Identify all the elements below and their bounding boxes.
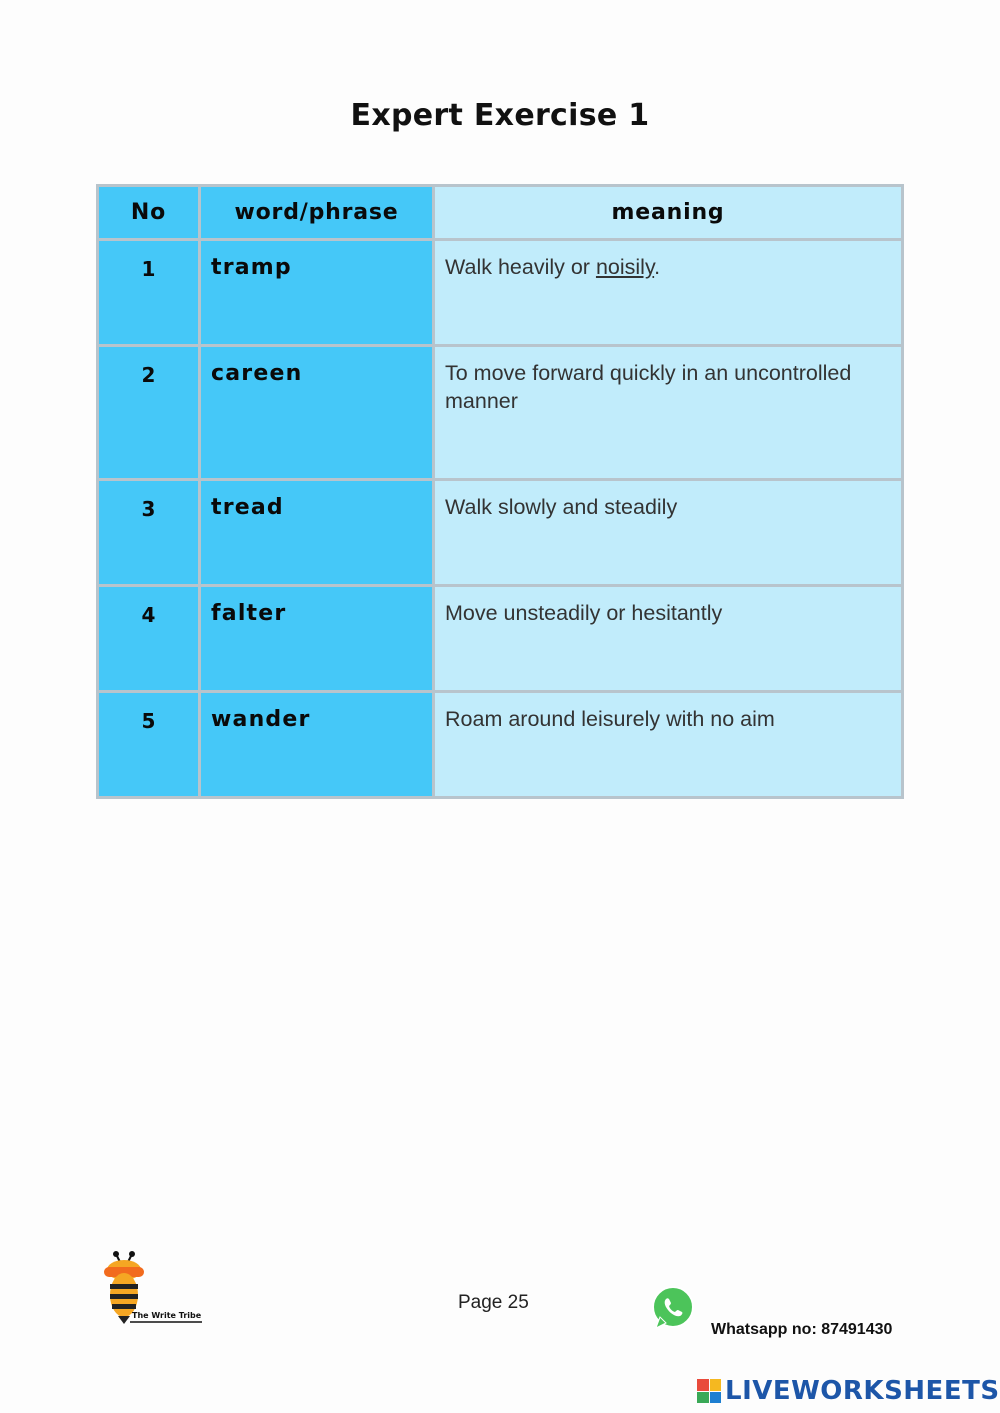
- table-row: [98, 346, 903, 480]
- row-word: wander: [200, 692, 434, 798]
- table-row: [98, 240, 903, 346]
- row-meaning: Move unsteadily or hesitantly: [434, 586, 903, 692]
- page-number: Page 25: [458, 1292, 529, 1313]
- row-meaning: Roam around leisurely with no aim: [434, 692, 903, 798]
- liveworksheets-watermark: [697, 1376, 1000, 1406]
- logo-caption: The Write Tribe: [132, 1311, 202, 1320]
- whatsapp-number: Whatsapp no: 87491430: [711, 1321, 893, 1338]
- row-word: tread: [200, 480, 434, 586]
- liveworksheets-logo-icon: [697, 1379, 721, 1403]
- column-header-no: No: [98, 186, 200, 240]
- row-meaning: To move forward quickly in an uncontrolled manner: [434, 346, 903, 480]
- meaning-text: Walk heavily or: [445, 255, 596, 279]
- whatsapp-icon: [650, 1285, 696, 1331]
- bee-logo-icon: [98, 1250, 208, 1328]
- column-header-meaning: meaning: [434, 186, 903, 240]
- table-row: [98, 586, 903, 692]
- row-number: 4: [98, 586, 200, 692]
- row-word: careen: [200, 346, 434, 480]
- row-number: 2: [98, 346, 200, 480]
- table-row: [98, 480, 903, 586]
- row-number: 3: [98, 480, 200, 586]
- meaning-text-end: .: [654, 255, 661, 279]
- row-word: tramp: [200, 240, 434, 346]
- table-row: [98, 692, 903, 798]
- row-number: 1: [98, 240, 200, 346]
- row-number: 5: [98, 692, 200, 798]
- row-meaning: Walk slowly and steadily: [434, 480, 903, 586]
- row-word: falter: [200, 586, 434, 692]
- table-header-row: [98, 186, 903, 240]
- liveworksheets-text: LIVEWORKSHEETS: [725, 1376, 1000, 1406]
- column-header-word: word/phrase: [200, 186, 434, 240]
- row-meaning: [434, 240, 903, 346]
- page-title: Expert Exercise 1: [350, 98, 650, 133]
- meaning-link-word[interactable]: noisily: [595, 255, 655, 279]
- vocabulary-table: [96, 184, 904, 799]
